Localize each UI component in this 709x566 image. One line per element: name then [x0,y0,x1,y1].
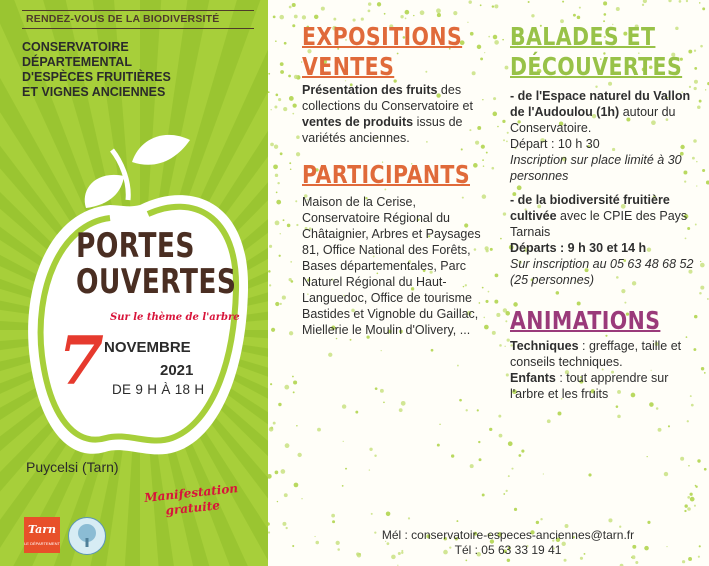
balade-item-2: - de la biodiversité fruitière cultivée avec le CPIE des Pays Tarnais [510,193,688,239]
balades-heading: BALADES ET DÉCOUVERTES [510,22,683,81]
participants-heading: PARTICIPANTS [302,160,470,189]
free-event-label: Manifestation gratuite [143,481,239,518]
balade-item-1: - de l'Espace naturel du Vallon de l'Audoulou (1h) autour du Conservatoire. [510,89,691,135]
balade-item-1-note: Inscription sur place limité à 30 personnes [510,153,682,183]
expositions-text: Présentation des fruits des collections du Conservatoire et ventes de produits issus de variétés anciennes. [302,83,473,145]
column-right [510,22,702,402]
tree-icon [69,518,105,554]
organization-name: CONSERVATOIRE DÉPARTEMENTAL D'ESPÈCES FRUITIÈRES ET VIGNES ANCIENNES [22,40,171,99]
contact-info [328,528,688,558]
tarn-logo-text: Tarn [27,523,57,536]
event-title: PORTES OUVERTES [76,226,237,302]
event-hours: DE 9 H À 18 H [112,382,205,397]
animations-heading: ANIMATIONS [510,306,661,335]
event-year: 2021 [160,362,194,379]
event-day: 7 [58,322,104,400]
animation-enfants: Enfants : tout apprendre sur l'arbre et les fruits [510,371,669,401]
participants-text: Maison de la Cerise, Conservatoire Régional du Châtaignier, Arbres et Paysages 81, Office National des Forêts, Bases départementales, Parc Naturel Régional du Haut-Languedoc, Office de tourisme Bastides et Vignoble du Gaillac, Miellerie le Moulin d'Olivery, ... [302,195,481,337]
balade-item-2-note: Sur inscription au 05 63 48 68 52 (25 personnes) [510,257,694,287]
contact-phone[interactable]: Tél : 05 63 33 19 41 [454,543,562,557]
event-month: NOVEMBRE [104,339,191,356]
event-subtitle: Sur le thème de l'arbre [110,312,240,323]
balade-item-2-depart: Départs : 9 h 30 et 14 h [510,241,647,255]
balade-item-1-depart: Départ : 10 h 30 [510,137,600,151]
tarn-logo [24,517,60,553]
contact-email[interactable]: Mél : conservatoire-especes-anciennes@tarn.fr [381,528,635,542]
right-panel [268,0,709,566]
event-place: Puycelsi (Tarn) [26,459,119,475]
column-left [302,22,490,338]
animation-techniques: Techniques : greffage, taille et conseils techniques. [510,339,682,369]
tagline: RENDEZ-VOUS DE LA BIODIVERSITÉ [22,10,254,29]
expositions-heading: EXPOSITIONS VENTES [302,22,463,81]
tarn-logo-subtext: LE DÉPARTEMENT [24,541,60,546]
left-panel [0,0,268,566]
conservatoire-logo [68,517,106,555]
